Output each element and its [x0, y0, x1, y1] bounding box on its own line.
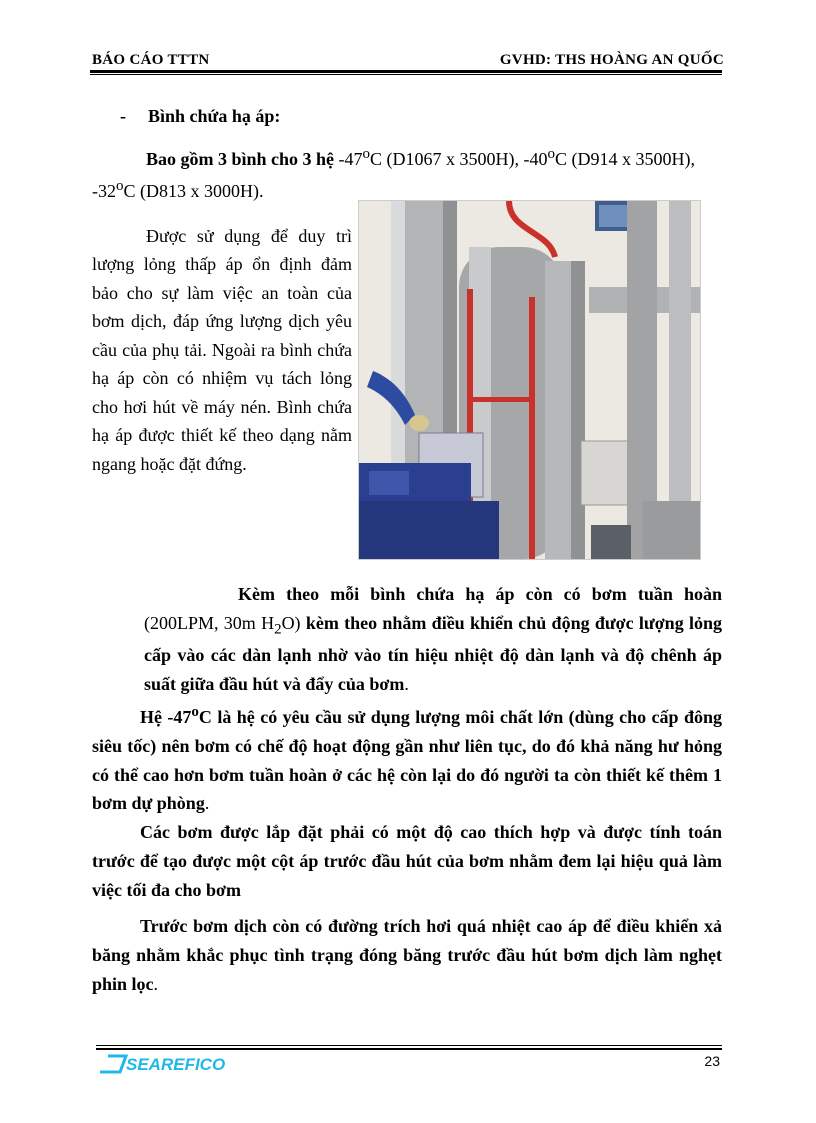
system-47-lead: Hệ -47	[140, 707, 192, 727]
header-right-supervisor: GVHD: THS HOÀNG AN QUỐC	[499, 52, 724, 68]
defrost-period: .	[153, 973, 159, 994]
searefico-logo	[98, 1050, 238, 1076]
dimension-3: C (D813 x 3000H).	[123, 180, 264, 201]
paragraph-purpose: Được sử dụng để duy trì lượng lỏng thấp áp ổn định đảm bảo cho sự làm việc an toàn của bơm dịch, đáp ứng lượng dịch yêu cầu của phụ tải. Ngoài ra bình chứa hạ áp còn có nhiệm vụ tách lỏng cho hơi hút về máy nén. Bình chứa hạ áp được thiết kế theo dạng nằm ngang hoặc đặt đứng.	[92, 226, 352, 474]
pump-period: .	[404, 674, 409, 695]
system-47-body: C là hệ có yêu cầu sử dụng lượng môi chất lớn (dùng cho cấp đông siêu tốc) nên bơm có chế độ hoạt động gần như liên tục, do đó khả năng hư hỏng có thể cao hơn bơm tuần hoàn ở các hệ còn lại do đó người ta còn thiết kế thêm 1 bơm dự phòng	[92, 707, 723, 814]
paragraph-defrost	[92, 912, 722, 998]
pump-lead: Kèm theo mỗi bình chứa hạ áp còn có bơm tuần hoàn	[238, 584, 722, 604]
paragraph-installation: Các bơm được lắp đặt phải có một độ cao thích hợp và được tính toán trước để tạo được một cột áp trước đầu hút của bơm nhằm đem lại hiệu quả làm việc tối đa cho bơm	[92, 822, 722, 900]
page-number: 23	[704, 1053, 720, 1069]
section-title: Bình chứa hạ áp:	[148, 106, 281, 126]
pump-spec-sub: 2	[274, 621, 282, 638]
paragraph-intro	[92, 142, 722, 206]
degree-4: o	[191, 704, 199, 720]
pump-description: kèm theo nhằm điều khiển chủ động được lượng lỏng cấp vào các dàn lạnh nhờ vào tín hiệu nhiệt độ dàn lạnh và độ chênh áp suất giữa đầu hút và đẩy của bơm	[144, 612, 722, 695]
pump-spec: (200LPM, 30m H	[144, 612, 275, 633]
section-heading	[92, 102, 722, 131]
footer-rule-thin	[96, 1045, 722, 1046]
low-pressure-receiver-image	[359, 201, 700, 559]
header-left-title: BÁO CÁO TTTN	[92, 52, 210, 68]
header-rule-thin	[90, 74, 722, 75]
paragraph-system-47	[92, 700, 722, 818]
paragraph-intro-lead: Bao gồm 3 bình cho 3 hệ	[146, 149, 335, 169]
temp-1: -47	[334, 149, 363, 169]
paragraph-pump	[144, 580, 722, 699]
degree-2: o	[547, 146, 556, 162]
dimension-1: C (D1067 x 3500H), -40	[370, 149, 548, 169]
system-47-period: .	[204, 793, 210, 814]
bullet-dash: -	[120, 106, 126, 126]
logo-text: SEAREFICO	[126, 1055, 226, 1074]
header-rule-thick	[90, 70, 722, 73]
equipment-photo	[358, 200, 701, 560]
dimension-2: C (D914 x 3500H), -32	[92, 149, 696, 201]
defrost-body: Trước bơm dịch còn có đường trích hơi quá nhiệt cao áp để điều khiển xả băng nhằm khắc phục tình trạng đóng băng trước đầu hút bơm dịch làm nghẹt phin lọc	[92, 916, 722, 994]
pump-spec-end: O)	[281, 612, 301, 633]
degree-1: o	[362, 146, 371, 162]
degree-3: o	[116, 177, 124, 194]
